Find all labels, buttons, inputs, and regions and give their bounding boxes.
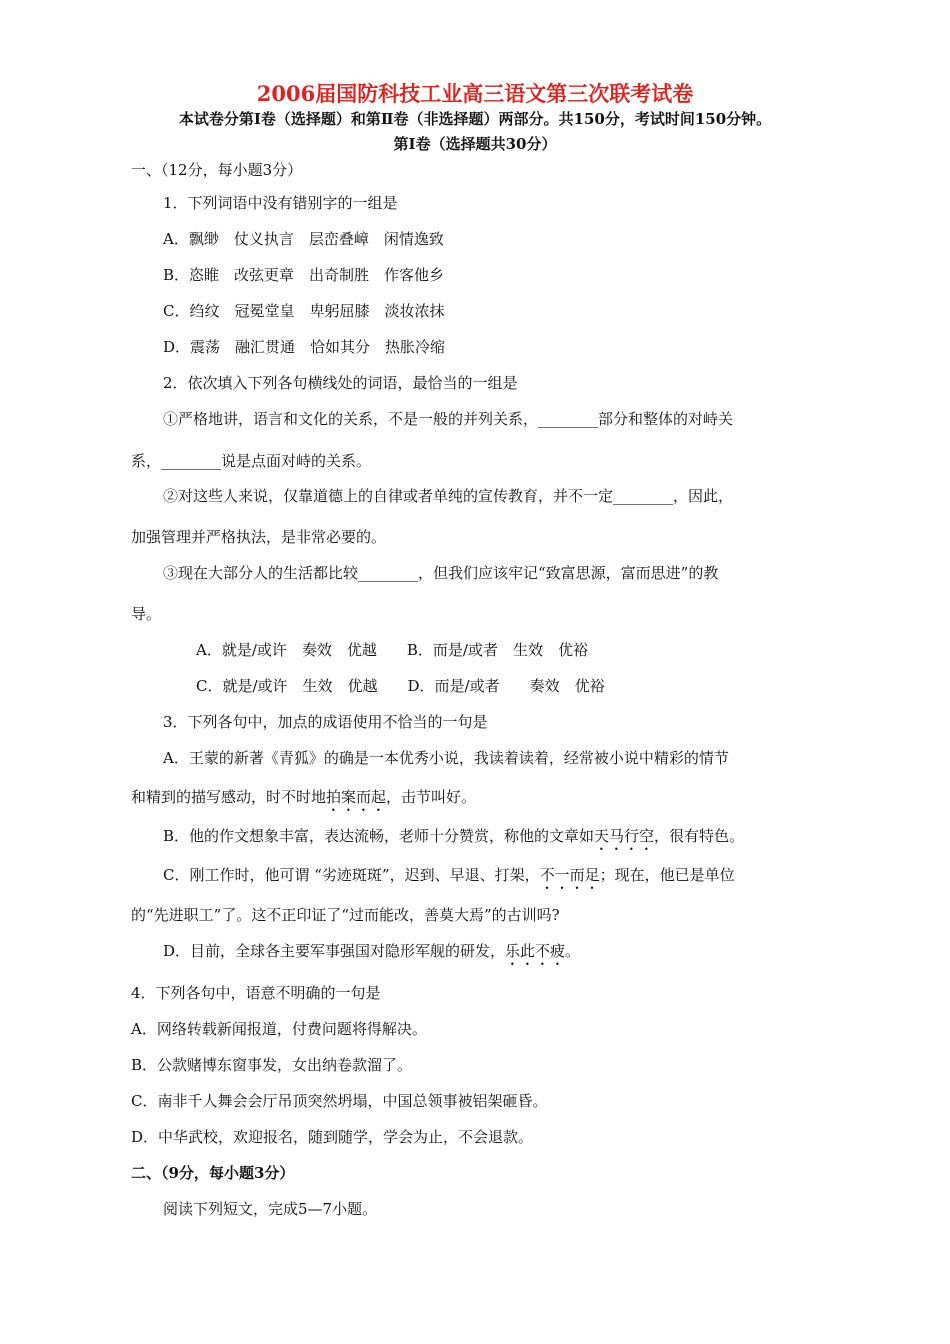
q3-a-text-post: ，击节叫好。 — [386, 788, 477, 806]
q3-a-dotted-idiom: 拍案而起 — [326, 788, 387, 806]
q2-sentence2-line1: ②对这些人来说，仅靠道德上的自律或者单纯的宣传教育，并不一定________，因此， — [163, 487, 734, 505]
q3-c-text-pre: C．刚工作时，他可谓 “劣迹斑斑”，迟到、早退、打架， — [163, 866, 540, 884]
section2-heading: 二、（9分，每小题3分） — [131, 1164, 295, 1182]
q3-d-text-pre: D．目前，全球各主要军事强国对隐形军舰的研发， — [163, 942, 506, 960]
q3-c-dotted-idiom: 不一而足 — [539, 866, 600, 884]
q3-option-c-line2: 的“先进职工”了。这不正印证了“过而能改，善莫大焉”的古训吗? — [131, 906, 560, 924]
q3-b-text-pre: B．他的作文想象丰富，表达流畅，老师十分赞赏，称他的文章如 — [163, 827, 595, 845]
q3-option-a-line1: A．王蒙的新著《青狐》的确是一本优秀小说，我读着读着，经常被小说中精彩的情节 — [163, 749, 729, 767]
q2-stem: 2．依次填入下列各句横线处的词语，最恰当的一组是 — [163, 374, 518, 392]
q1-stem: 1．下列词语中没有错别字的一组是 — [163, 194, 398, 212]
q3-a-text-pre: 和精到的描写感动，时不时地 — [131, 788, 327, 806]
q3-option-c-line1 — [163, 865, 735, 893]
q3-option-a-line2 — [131, 787, 476, 815]
q4-option-a: A．网络转载新闻报道，付费问题将得解决。 — [131, 1020, 427, 1038]
q2-options-row1: A．就是/或许 奏效 优越 B．而是/或者 生效 优裕 — [196, 641, 588, 659]
section1-heading: 一、（12分，每小题3分） — [131, 161, 303, 179]
q2-sentence3-line2: 导。 — [131, 605, 162, 623]
q3-d-text-post: 。 — [565, 942, 581, 960]
q4-option-b: B．公款赌博东窗事发，女出纳卷款溜了。 — [131, 1056, 413, 1074]
q1-option-c: C．绉纹 冠冕堂皇 卑躬屈膝 淡妆浓抹 — [163, 302, 445, 320]
q3-option-b — [163, 826, 744, 854]
q4-stem: 4．下列各句中，语意不明确的一句是 — [131, 984, 381, 1002]
q4-option-d: D．中华武校，欢迎报名，随到随学，学会为止，不会退款。 — [131, 1128, 534, 1146]
q1-option-a: A．飘缈 仗义执言 层峦叠嶂 闲情逸致 — [163, 230, 444, 248]
q3-b-text-post: ，很有特色。 — [654, 827, 745, 845]
q2-sentence1-line1: ①严格地讲，语言和文化的关系，不是一般的并列关系，________部分和整体的对峙关 — [163, 410, 734, 428]
q3-c-text-post: ；现在，他已是单位 — [599, 866, 735, 884]
exam-subtitle: 本试卷分第Ⅰ卷（选择题）和第Ⅱ卷（非选择题）两部分。共150分，考试时间150分钟。 — [178, 110, 772, 128]
section2-instruction: 阅读下列短文，完成5—7小题。 — [163, 1200, 378, 1218]
q3-d-dotted-idiom: 乐此不疲 — [505, 942, 566, 960]
q2-sentence3-line1: ③现在大部分人的生活都比较________，但我们应该牢记“致富思源，富而思进”的教 — [163, 564, 719, 582]
exam-title: 2006届国防科技工业高三语文第三次联考试卷 — [256, 81, 694, 106]
q2-options-row2: C．就是/或许 生效 优越 D．而是/或者 奏效 优裕 — [196, 677, 605, 695]
q4-option-c: C．南非千人舞会会厅吊顶突然坍塌，中国总领事被铝架砸昏。 — [131, 1092, 548, 1110]
volume-heading: 第Ⅰ卷（选择题共30分） — [393, 135, 557, 153]
q2-sentence1-line2: 系，________说是点面对峙的关系。 — [131, 452, 372, 470]
q1-option-d: D．震荡 融汇贯通 恰如其分 热胀冷缩 — [163, 338, 446, 356]
q2-sentence2-line2: 加强管理并严格执法，是非常必要的。 — [131, 528, 387, 546]
q3-b-dotted-idiom: 天马行空 — [594, 827, 655, 845]
q1-option-b: B．恣睢 改弦更章 出奇制胜 作客他乡 — [163, 266, 445, 284]
q3-option-d — [163, 941, 580, 969]
q3-stem: 3．下列各句中，加点的成语使用不恰当的一句是 — [163, 713, 488, 731]
